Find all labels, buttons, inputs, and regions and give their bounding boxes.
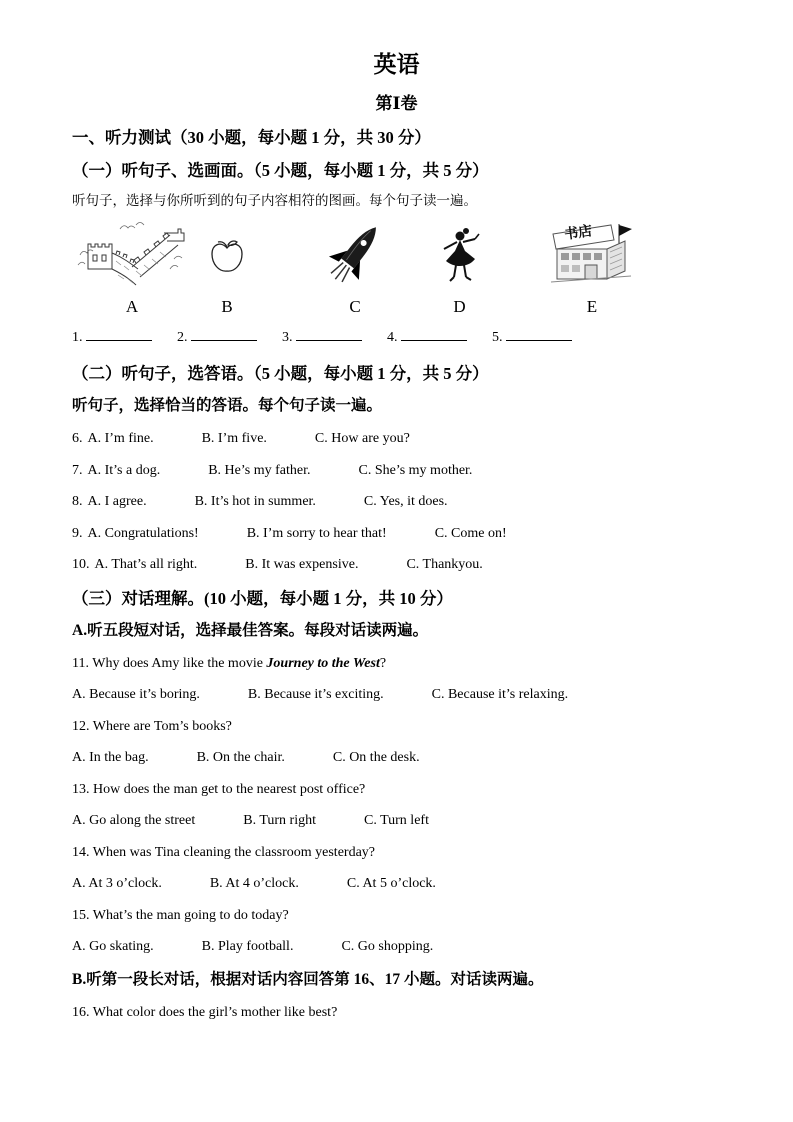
picture-option-e <box>542 218 642 318</box>
part3-sectionA-heading: A.听五段短对话，选择最佳答案。每段对话读两遍。 <box>72 621 429 639</box>
rocket-image <box>324 220 386 292</box>
blank-line <box>191 328 257 341</box>
picture-label-d: D <box>453 297 466 316</box>
answer-blank-4: 4. <box>387 328 467 348</box>
answer-blank-3: 3. <box>282 328 362 348</box>
bookstore-sign-text: 书店 <box>563 222 594 242</box>
picture-option-c <box>320 218 390 318</box>
question-8-options: 8. A. I agree. B. It’s hot in summer. C. Yes, it does. <box>72 494 448 509</box>
blank-line <box>86 328 152 341</box>
question-12-stem: 12. Where are Tom’s books? <box>72 718 232 734</box>
picture-label-c: C <box>349 297 361 316</box>
answer-blanks-row <box>72 328 721 348</box>
answer-blank-1: 1. <box>72 328 152 348</box>
question-10-options: 10. A. That’s all right. B. It was expensive. C. Thankyou. <box>72 557 483 572</box>
question-15-stem: 15. What’s the man going to do today? <box>72 907 289 923</box>
question-9-options: 9. A. Congratulations! B. I’m sorry to hear that! C. Come on! <box>72 525 507 541</box>
answer-blank-2: 2. <box>177 328 257 348</box>
question-16-stem: 16. What color does the girl’s mother like best? <box>72 1004 338 1020</box>
picture-option-b <box>197 218 257 318</box>
blank-line <box>401 328 467 341</box>
blank-line <box>506 328 572 341</box>
blank-line <box>296 328 362 341</box>
picture-label-b: B <box>221 297 233 316</box>
part3-sectionB-heading: B.听第一段长对话，根据对话内容回答第 16、17 小题。对话读两遍。 <box>72 970 544 988</box>
answer-blank-5: 5. <box>492 328 572 348</box>
question-13-stem: 13. How does the man get to the nearest post office? <box>72 781 366 797</box>
picture-label-a: A <box>125 297 139 316</box>
picture-option-d <box>432 218 487 318</box>
apple-image <box>206 234 248 278</box>
picture-label-e: E <box>586 297 598 316</box>
part3-heading: （三）对话理解。(10 小题，每小题 1 分，共 10 分） <box>72 588 453 608</box>
question-11-options: A. Because it’s boring. B. Because it’s exciting. C. Because it’s relaxing. <box>72 687 569 702</box>
question-13-options: A. Go along the street B. Turn right C. Turn left <box>72 813 429 828</box>
dancing-girl-image <box>437 227 483 285</box>
page-title: 英语 <box>373 52 420 77</box>
question-14-options: A. At 3 o’clock. B. At 4 o’clock. C. At 5 o’clock. <box>72 876 436 891</box>
part2-heading: （二）听句子，选答语。（5 小题，每小题 1 分，共 5 分） <box>72 364 489 383</box>
picture-options-row <box>72 218 721 318</box>
question-14-stem: 14. When was Tina cleaning the classroom yesterday? <box>72 844 376 860</box>
part1-instruction: 听句子，选择与你所听到的句子内容相符的图画。每个句子读一遍。 <box>72 193 477 208</box>
question-12-options: A. In the bag. B. On the chair. C. On the desk. <box>72 750 420 765</box>
bookstore-image <box>545 220 639 292</box>
picture-option-a <box>72 218 192 318</box>
question-15-options: A. Go skating. B. Play football. C. Go shopping. <box>72 939 434 954</box>
question-6-options: 6. A. I’m fine. B. I’m five. C. How are you? <box>72 431 410 446</box>
part1-heading: （一）听句子、选画面。（5 小题，每小题 1 分，共 5 分） <box>72 161 489 180</box>
great-wall-image <box>76 219 188 293</box>
movie-title: Journey to the West <box>266 655 380 671</box>
part2-instruction: 听句子，选择恰当的答语。每个句子读一遍。 <box>72 397 383 414</box>
section-listening-heading: 一、听力测试（30 小题，每小题 1 分，共 30 分） <box>72 128 431 147</box>
question-11-stem: 11. Why does Amy like the movie Journey to the West? <box>72 655 387 671</box>
question-7-options: 7. A. It’s a dog. B. He’s my father. C. She’s my mother. <box>72 462 473 478</box>
page-subtitle: 第Ⅰ卷 <box>375 94 418 113</box>
